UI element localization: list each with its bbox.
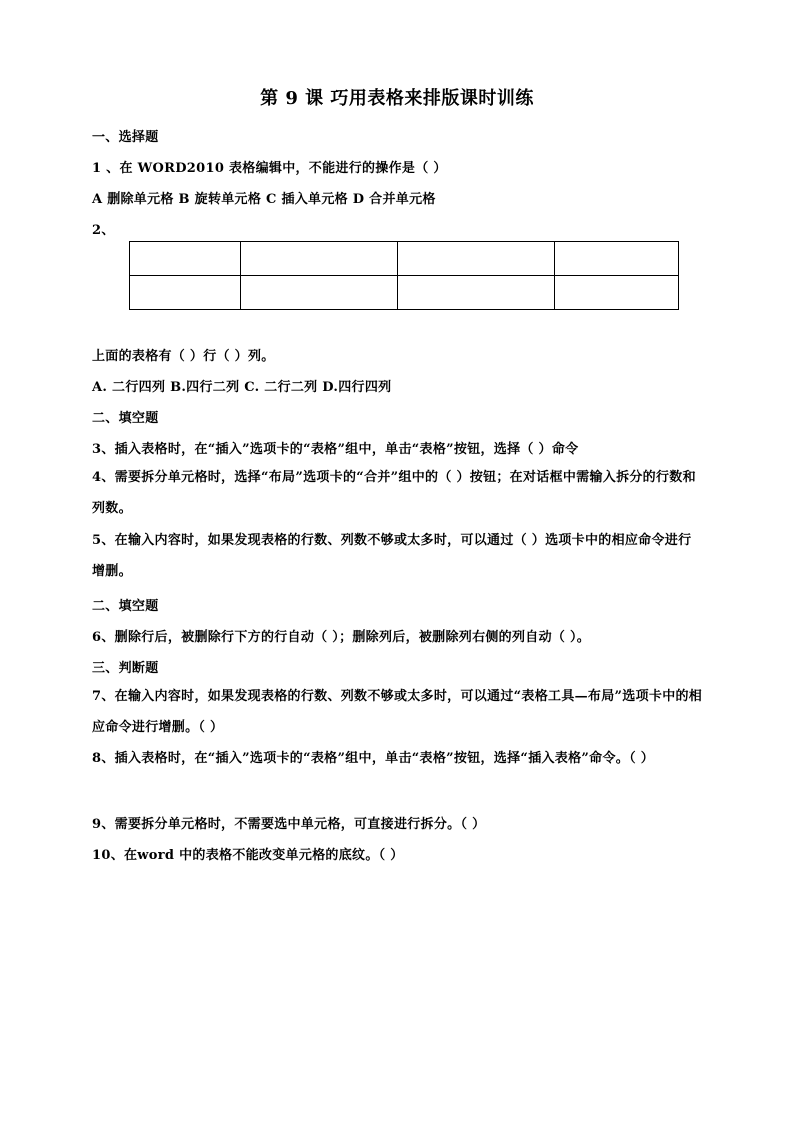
section-heading-judge: 三、判断题	[92, 661, 159, 676]
table-cell	[555, 242, 679, 276]
table-row	[130, 276, 679, 310]
section-heading-fill: 二、填空题	[92, 411, 159, 426]
section-heading-choice: 一、选择题	[92, 130, 159, 145]
question-4: 4、需要拆分单元格时，选择“布局”选项卡的“合并”组中的（ ）按钮；在对话框中需输入拆分的行数和列数。	[92, 470, 696, 516]
section-heading-fill-2: 二、填空题	[92, 599, 159, 614]
question-6: 6、删除行后，被删除行下方的行自动（ ）；删除列后，被删除列右侧的列自动（ ）。	[92, 630, 591, 645]
table-cell	[398, 276, 555, 310]
question-1-options: A 删除单元格 B 旋转单元格 C 插入单元格 D 合并单元格	[92, 192, 436, 207]
question-7: 7、在输入内容时，如果发现表格的行数、列数不够或太多时，可以通过“表格工具—布局”选项卡中的相应命令进行增删。（ ）	[92, 689, 703, 735]
question-2-options: A. 二行四列 B.四行二列 C. 二行二列 D.四行四列	[92, 380, 392, 395]
question-5: 5、在输入内容时，如果发现表格的行数、列数不够或太多时，可以通过（ ）选项卡中的相应命令进行增删。	[92, 533, 692, 579]
question-2-label: 2、	[92, 223, 115, 238]
table-row	[130, 242, 679, 276]
question-10: 10、在word 中的表格不能改变单元格的底纹。（ ）	[92, 848, 404, 863]
table-cell	[241, 242, 398, 276]
table-cell	[555, 276, 679, 310]
blank-table	[129, 241, 679, 310]
question-2: 上面的表格有（ ）行（ ）列。	[92, 349, 275, 364]
question-3: 3、插入表格时，在“插入”选项卡的“表格”组中，单击“表格”按钮，选择（ ）命令	[92, 442, 579, 457]
question-8: 8、插入表格时，在“插入”选项卡的“表格”组中，单击“表格”按钮，选择“插入表格”命令。（ ）	[92, 751, 654, 766]
table-cell	[241, 276, 398, 310]
table-cell	[130, 276, 241, 310]
page-title: 第 9 课 巧用表格来排版课时训练	[260, 88, 534, 109]
table-cell	[398, 242, 555, 276]
table-cell	[130, 242, 241, 276]
question-9: 9、需要拆分单元格时，不需要选中单元格，可直接进行拆分。（ ）	[92, 817, 486, 832]
question-1: 1 、在 WORD2010 表格编辑中，不能进行的操作是（ ）	[92, 161, 447, 176]
